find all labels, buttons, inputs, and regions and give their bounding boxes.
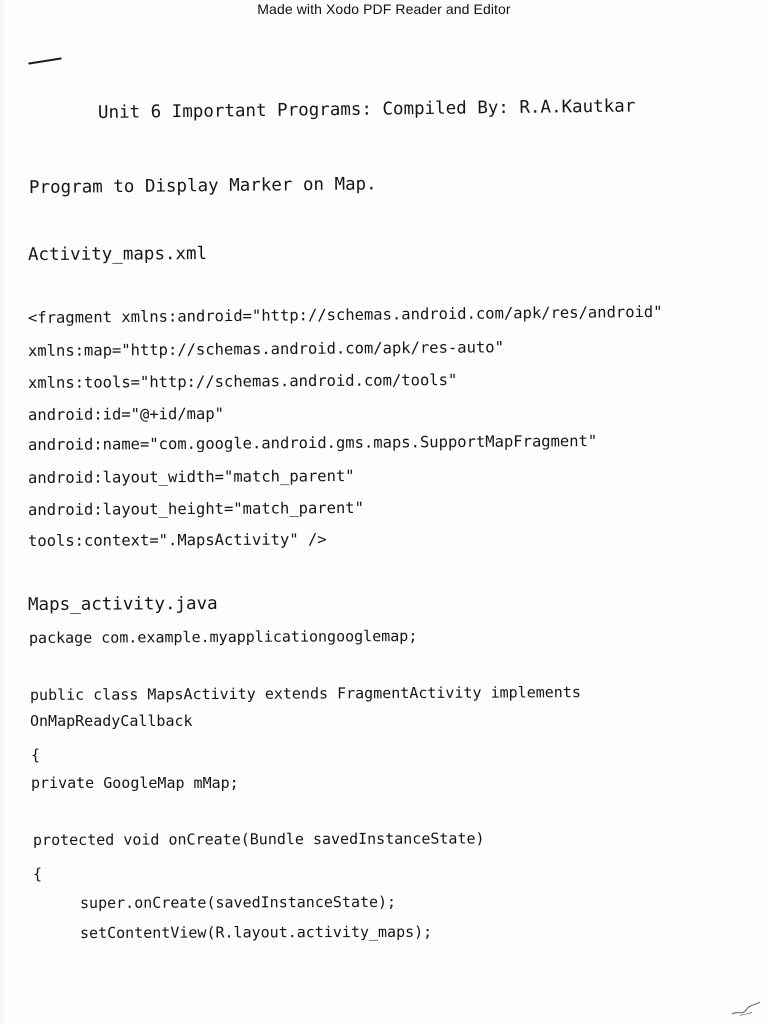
code-line: public class MapsActivity extends FragmentActivity implements: [29, 683, 581, 704]
pen-mark: [28, 57, 62, 64]
code-line: android:id="@+id/map": [27, 404, 225, 424]
xml-filename-heading: Activity_maps.xml: [27, 244, 208, 265]
document-title: Unit 6 Important Programs: Compiled By: R.A.Kautkar: [97, 96, 636, 123]
code-line: xmlns:tools="http://schemas.android.com/tools": [27, 371, 458, 392]
code-line: tools:context=".MapsActivity" />: [27, 530, 327, 550]
code-line: {: [31, 746, 41, 764]
code-line: {: [33, 865, 43, 883]
code-line: xmlns:map="http://schemas.android.com/apk/res-auto": [27, 338, 504, 360]
code-line: android:layout_width="match_parent": [27, 467, 355, 487]
code-line: super.onCreate(savedInstanceState);: [79, 892, 397, 912]
program-title: Program to Display Marker on Map.: [28, 174, 377, 198]
code-line: setContentView(R.layout.activity_maps);: [79, 922, 433, 942]
code-line: android:name="com.google.android.gms.maps.SupportMapFragment": [27, 432, 598, 454]
app-watermark: Made with Xodo PDF Reader and Editor: [257, 1, 511, 17]
code-line: android:layout_height="match_parent": [27, 498, 365, 519]
code-line: protected void onCreate(Bundle savedInstanceState): [32, 829, 485, 849]
corner-scribble: [730, 996, 762, 1018]
page-edge-left: [0, 0, 6, 1024]
code-line: OnMapReadyCallback: [30, 712, 193, 730]
code-line: private GoogleMap mMap;: [31, 774, 239, 792]
code-line: <fragment xmlns:android="http://schemas.android.com/apk/res/android": [27, 302, 663, 327]
java-filename-heading: Maps_activity.java: [27, 594, 218, 615]
code-line: package com.example.myapplicationgooglemap;: [28, 626, 418, 647]
